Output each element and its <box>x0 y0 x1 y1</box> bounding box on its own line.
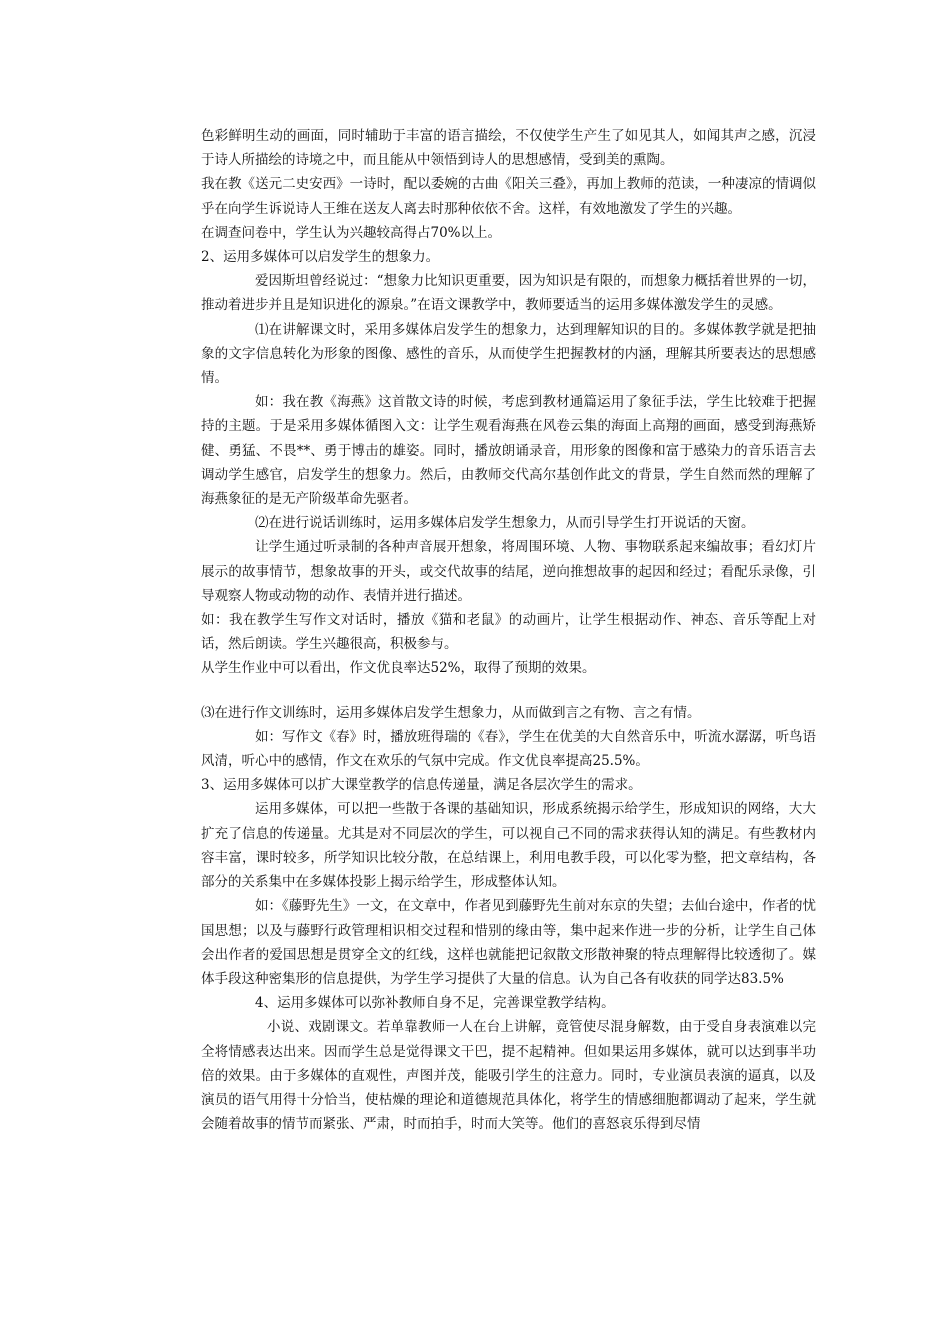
paragraph: ⑴在讲解课文时，采用多媒体启发学生的想象力，达到理解知识的目的。多媒体教学就是把抽象的文字信息转化为形象的图像、感性的音乐，从而使学生把握教材的内涵，理解其所要表达的思想感情。 <box>201 321 816 387</box>
paragraph: 让学生通过听录制的各种声音展开想象，将周围环境、人物、事物联系起来编故事；看幻灯片展示的故事情节，想象故事的开头，或交代故事的结尾，逆向推想故事的起因和经过；看配乐录像，引导观察人物或动物的动作、表情并进行描述。 <box>201 539 816 604</box>
section-heading: 2、运用多媒体可以启发学生的想象力。 <box>201 249 440 266</box>
paragraph: 从学生作业中可以看出，作文优良率达52%，取得了预期的效果。 <box>201 660 596 677</box>
paragraph: 如：我在教学生写作文对话时，播放《猫和老鼠》的动画片，让学生根据动作、神态、音乐等配上对话，然后朗读。学生兴趣很高，积极参与。 <box>201 612 816 653</box>
paragraph: 爱因斯坦曾经说过：“想象力比知识更重要，因为知识是有限的，而想象力概括着世界的一切，推动着进步并且是知识进化的源泉。”在语文课教学中，教师要适当的运用多媒体激发学生的灵感。 <box>201 273 816 314</box>
section-heading: 3、运用多媒体可以扩大课堂教学的信息传递量，满足各层次学生的需求。 <box>201 777 642 794</box>
paragraph: 如：我在教《海燕》这首散文诗的时候，考虑到教材通篇运用了象征手法，学生比较难于把握持的主题。于是采用多媒体循图入文：让学生观看海燕在风卷云集的海面上高翔的画面，感受到海燕矫健、勇猛、不畏**、勇于博击的雄姿。同时，播放朗诵录音，用形象的图像和富于感染力的音乐语言去调动学生感官，启发学生的想象力。然后，由教师交代高尔基创作此文的背景，学生自然而然的理解了海燕象征的是无产阶级革命先驱者。 <box>201 394 816 508</box>
section-heading: 4、运用多媒体可以弥补教师自身不足，完善课堂教学结构。 <box>255 995 615 1012</box>
paragraph: 小说、戏剧课文。若单靠教师一人在台上讲解，竟管使尽混身解数，由于受自身表演难以完全将情感表达出来。因而学生总是觉得课文干巴，提不起精神。但如果运用多媒体，就可以达到事半功倍的效果。由于多媒体的直观性，声图并茂，能吸引学生的注意力。同时，专业演员表演的逼真，以及演员的语气用得十分恰当，使枯燥的理论和道德规范具体化，将学生的情感细胞都调动了起来，学生就会随着故事的情节而紧张、严肃，时而拍手，时而大笑等。他们的喜怒哀乐得到尽情 <box>201 1019 816 1133</box>
paragraph: 我在教《送元二史安西》一诗时，配以委婉的古曲《阳关三叠》，再加上教师的范读，一种凄凉的情调似乎在向学生诉说诗人王维在送友人离去时那种依依不舍。这样，有效地激发了学生的兴趣。 <box>201 176 816 217</box>
paragraph: 色彩鲜明生动的画面，同时辅助于丰富的语言描绘，不仅使学生产生了如见其人，如闻其声之感，沉浸于诗人所描绘的诗境之中，而且能从中领悟到诗人的思想感情，受到美的熏陶。 <box>201 128 816 169</box>
paragraph: ⑶在进行作文训练时，运用多媒体启发学生想象力，从而做到言之有物、言之有情。 <box>201 704 701 721</box>
paragraph: 运用多媒体，可以把一些散于各课的基础知识，形成系统揭示给学生，形成知识的网络，大大扩充了信息的传递量。尤其是对不同层次的学生，可以视自己不同的需求获得认知的满足。有些教材内容丰富，课时较多，所学知识比较分散，在总结课上，利用电教手段，可以化零为整，把文章结构，各部分的关系集中在多媒体投影上揭示给学生，形成整体认知。 <box>201 801 816 891</box>
paragraph: 如：《藤野先生》一文，在文章中，作者见到藤野先生前对东京的失望；去仙台途中，作者的忧国思想；以及与藤野行政管理相识相交过程和惜别的缘由等，集中起来作进一步的分析，让学生自己体会出作者的爱国思想是贯穿全文的红线，这样也就能把记叙散文形散神聚的特点理解得比较透彻了。媒体手段这种密集形的信息提供，为学生学习提供了大量的信息。认为自己各有收获的同学达83.5% <box>201 898 816 987</box>
paragraph: 如：写作文《春》时，播放班得瑞的《春》，学生在优美的大自然音乐中，听流水潺潺，听鸟语风清，听心中的感情，作文在欢乐的气氛中完成。作文优良率提高25.5%。 <box>201 728 816 770</box>
blank-line <box>201 681 816 701</box>
document-body <box>201 124 816 1136</box>
paragraph: ⑵在进行说话训练时，运用多媒体启发学生想象力，从而引导学生打开说话的天窗。 <box>255 515 755 532</box>
paragraph: 在调查问卷中，学生认为兴趣较高得占70%以上。 <box>201 224 502 241</box>
